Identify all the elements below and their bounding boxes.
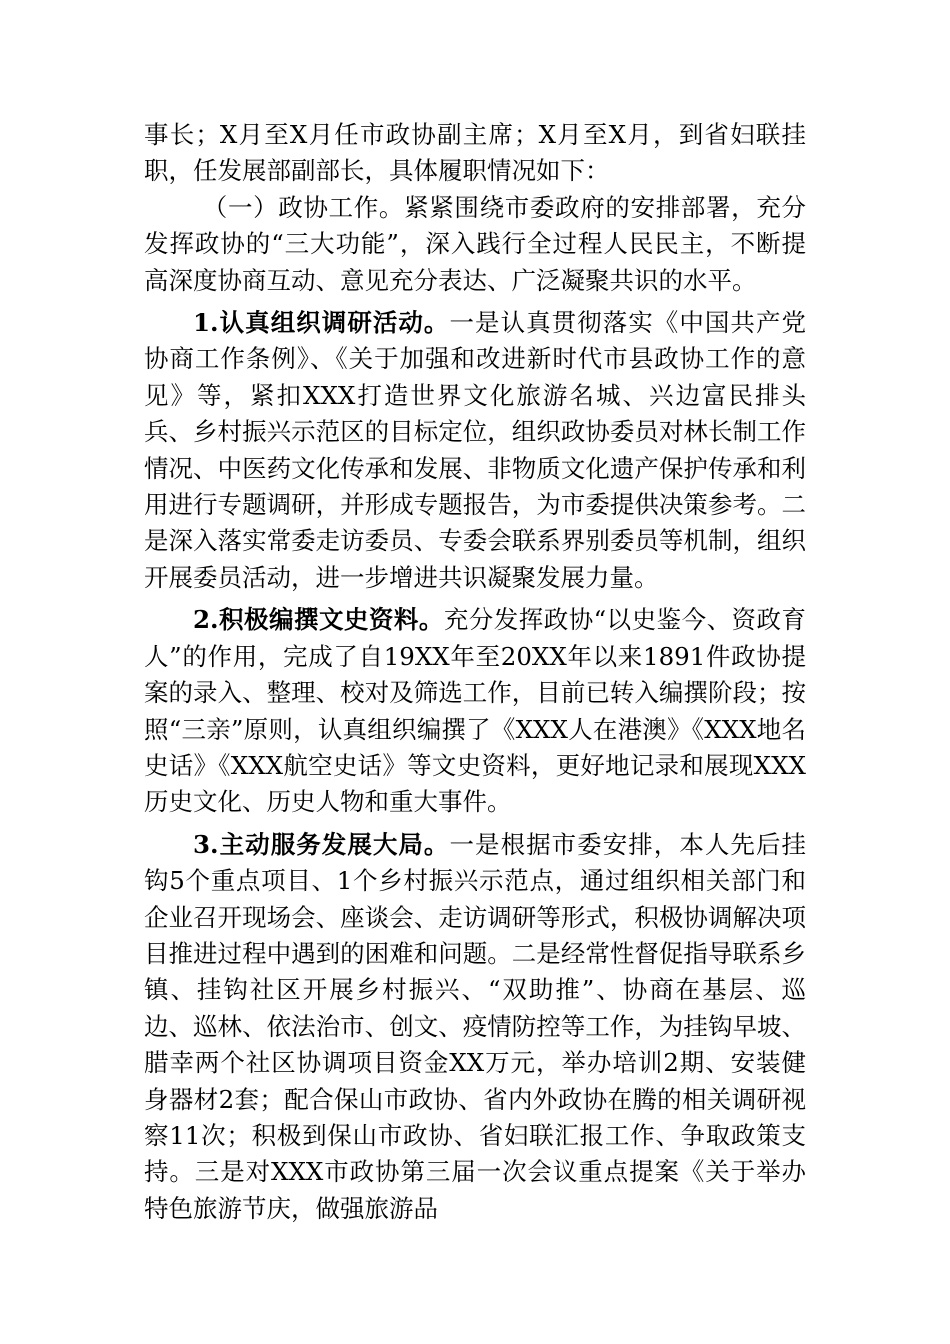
paragraph-heading: 3.主动服务发展大局。 <box>193 829 450 859</box>
paragraph-research-activities <box>144 305 806 596</box>
paragraph-continuation <box>144 117 806 190</box>
paragraph-historical-materials <box>144 602 806 820</box>
document-page <box>144 117 806 1227</box>
paragraph-heading: 2.积极编撰文史资料。 <box>193 605 444 635</box>
paragraph-text: 充分发挥政协“以史鉴今、资政育人”的作用，完成了自19XX年至20XX年以来1891件政协提案的录入、整理、校对及筛选工作，目前已转入编撰阶段；按照“三亲”原则，认真组织编撰了《XXX人在港澳》《XXX地名史话》《XXX航空史话》等文史资料，更好地记录和展现XXX历史文化、历史人物和重大事件。 <box>144 605 806 817</box>
paragraph-text: 事长；X月至X月任市政协副主席；X月至X月，到省妇联挂职，任发展部副部长，具体履职情况如下： <box>144 120 806 186</box>
paragraph-section-cppcc-work <box>144 190 806 299</box>
paragraph-serve-development <box>144 827 806 1227</box>
paragraph-text: 一是认真贯彻落实《中国共产党协商工作条例》、《关于加强和改进新时代市县政协工作的意见》等，紧扣XXX打造世界文化旅游名城、兴边富民排头兵、乡村振兴示范区的目标定位，组织政协委员对林长制工作情况、中医药文化传承和发展、非物质文化遗产保护传承和利用进行专题调研，并形成专题报告，为市委提供决策参考。二是深入落实常委走访委员、专委会联系界别委员等机制，组织开展委员活动，进一步增进共识凝聚发展力量。 <box>144 308 807 592</box>
paragraph-heading: 1.认真组织调研活动。 <box>193 308 450 338</box>
paragraph-text: （一）政协工作。紧紧围绕市委政府的安排部署，充分发挥政协的“三大功能”，深入践行全过程人民民主，不断提高深度协商互动、意见充分表达、广泛凝聚共识的水平。 <box>144 192 806 295</box>
paragraph-text: 一是根据市委安排，本人先后挂钩5个重点项目、1个乡村振兴示范点，通过组织相关部门和企业召开现场会、座谈会、走访调研等形式，积极协调解决项目推进过程中遇到的困难和问题。二是经常性督促指导联系乡镇、挂钩社区开展乡村振兴、“双助推”、协商在基层、巡边、巡林、依法治市、创文、疫情防控等工作，为挂钩早坡、腊幸两个社区协调项目资金XX万元，举办培训2期、安装健身器材2套；配合保山市政协、省内外政协在腾的相关调研视察11次；积极到保山市政协、省妇联汇报工作、争取政策支持。三是对XXX市政协第三届一次会议重点提案《关于举办特色旅游节庆，做强旅游品 <box>144 829 807 1223</box>
